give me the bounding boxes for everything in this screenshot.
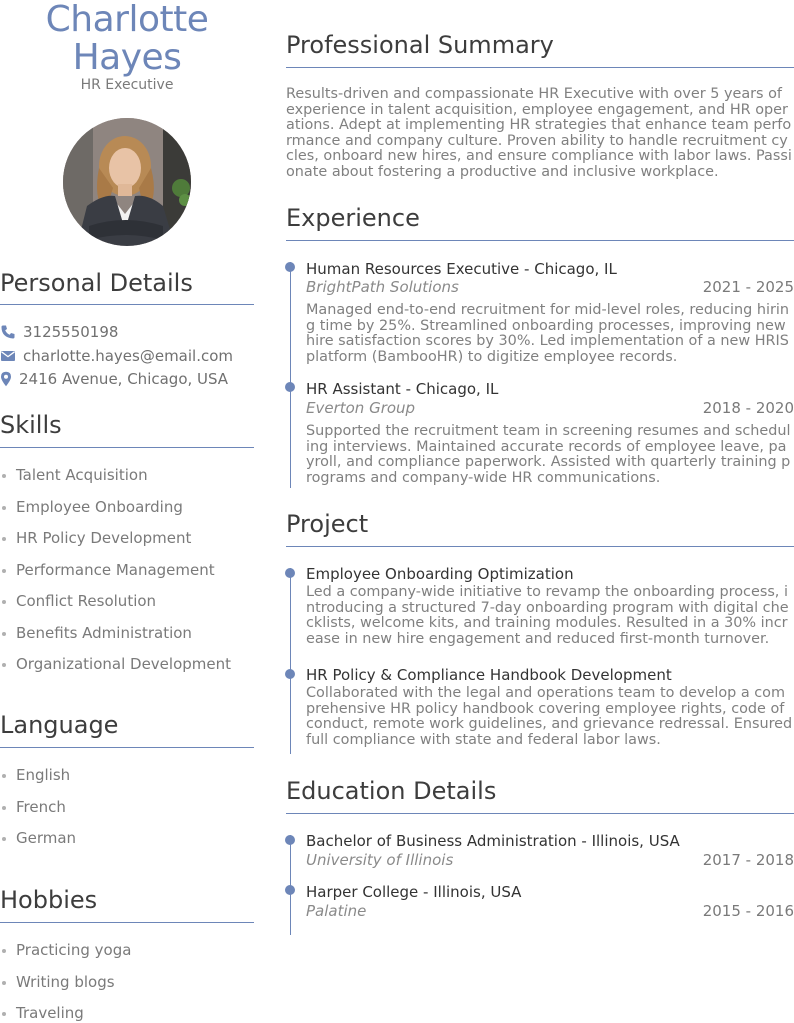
email-icon [0, 348, 16, 364]
timeline-dot [285, 382, 295, 392]
last-name: Hayes [72, 37, 182, 78]
skills-list [0, 465, 231, 674]
hobbies-divider [0, 922, 254, 923]
project-divider [286, 546, 794, 547]
hobbies-heading: Hobbies [0, 886, 98, 914]
list-item: Benefits Administration [0, 623, 231, 643]
project-description: Collaborated with the legal and operations team to develop a comprehensive HR policy handbook covering employee rights, code of conduct, remote work guidelines, and grievance redressal. Ensured full compliance with state and federal labor laws. [306, 685, 793, 748]
contact-address [0, 369, 228, 389]
education-institution: University of Illinois [306, 851, 454, 869]
education-degree: Bachelor of Business Administration - Illinois, USA [306, 832, 680, 850]
education-dates: 2015 - 2016 [702, 902, 794, 920]
timeline-dot [285, 568, 295, 578]
experience-divider [286, 240, 794, 241]
project-timeline [290, 568, 291, 754]
personal-details-divider [0, 304, 254, 305]
job-title: HR Executive [80, 77, 174, 93]
summary-text: Results-driven and compassionate HR Executive with over 5 years of experience in talent acquisition, employee engagement, and HR operations. Adept at implementing HR strategies that enhance team performance and company culture. Proven ability to handle recruitment cycles, onboard new hires, and ensure compliance with labor laws. Passionate about fostering a productive and inclusive workplace. [286, 86, 792, 180]
list-item: Employee Onboarding [0, 497, 231, 517]
contact-phone[interactable] [0, 322, 118, 342]
experience-timeline [290, 262, 291, 488]
list-item: Conflict Resolution [0, 591, 231, 611]
list-item: Talent Acquisition [0, 465, 231, 485]
education-degree: Harper College - Illinois, USA [306, 883, 522, 901]
experience-description: Supported the recruitment team in screening resumes and scheduling interviews. Maintained accurate records of employee leave, payroll, and compliance paperwork. Assisted with quarterly training programs and company-wide HR communications. [306, 423, 791, 486]
email-address: charlotte.hayes@email.com [23, 347, 234, 365]
summary-divider [286, 67, 794, 68]
project-description: Led a company-wide initiative to revamp the onboarding process, introducing a structured 7-day onboarding program with digital checklists, welcome kits, and training modules. Resulted in a 30% increase in new hire engagement and reduced first-month turnover. [306, 584, 789, 647]
timeline-dot [285, 835, 295, 845]
list-item: Writing blogs [0, 972, 131, 992]
first-name: Charlotte [45, 0, 209, 40]
education-institution: Palatine [306, 902, 367, 920]
experience-dates: 2018 - 2020 [702, 399, 794, 417]
education-dates: 2017 - 2018 [702, 851, 794, 869]
address: 2416 Avenue, Chicago, USA [19, 370, 229, 388]
phone-icon [0, 324, 16, 340]
language-divider [0, 747, 254, 748]
experience-title: Human Resources Executive - Chicago, IL [306, 260, 617, 278]
hobbies-list [0, 940, 131, 1023]
list-item: German [0, 828, 76, 848]
list-item: English [0, 765, 76, 785]
list-item: French [0, 797, 76, 817]
list-item: Practicing yoga [0, 940, 131, 960]
language-heading: Language [0, 711, 119, 739]
experience-heading: Experience [286, 204, 420, 232]
experience-company: BrightPath Solutions [306, 278, 459, 296]
timeline-dot [285, 669, 295, 679]
timeline-dot [285, 262, 295, 272]
education-divider [286, 813, 794, 814]
profile-photo [63, 118, 191, 246]
language-list [0, 765, 76, 848]
location-icon [0, 371, 12, 387]
contact-email[interactable] [0, 346, 233, 366]
project-heading: Project [286, 510, 369, 538]
list-item: Performance Management [0, 560, 231, 580]
experience-company: Everton Group [306, 399, 416, 417]
skills-divider [0, 447, 254, 448]
experience-description: Managed end-to-end recruitment for mid-level roles, reducing hiring time by 25%. Streamlined onboarding processes, improving new hire satisfaction scores by 30%. Led implementation of a new HRIS platform (BambooHR) to digitize employee records. [306, 302, 790, 365]
personal-details-heading: Personal Details [0, 269, 193, 297]
list-item: HR Policy Development [0, 528, 231, 548]
list-item: Organizational Development [0, 654, 231, 674]
summary-heading: Professional Summary [286, 31, 554, 59]
project-title: Employee Onboarding Optimization [306, 565, 574, 583]
timeline-dot [285, 885, 295, 895]
experience-title: HR Assistant - Chicago, IL [306, 380, 499, 398]
skills-heading: Skills [0, 411, 62, 439]
list-item: Traveling [0, 1003, 131, 1023]
project-title: HR Policy & Compliance Handbook Development [306, 666, 672, 684]
experience-dates: 2021 - 2025 [702, 278, 794, 296]
phone-number: 3125550198 [23, 323, 119, 341]
education-heading: Education Details [286, 777, 497, 805]
